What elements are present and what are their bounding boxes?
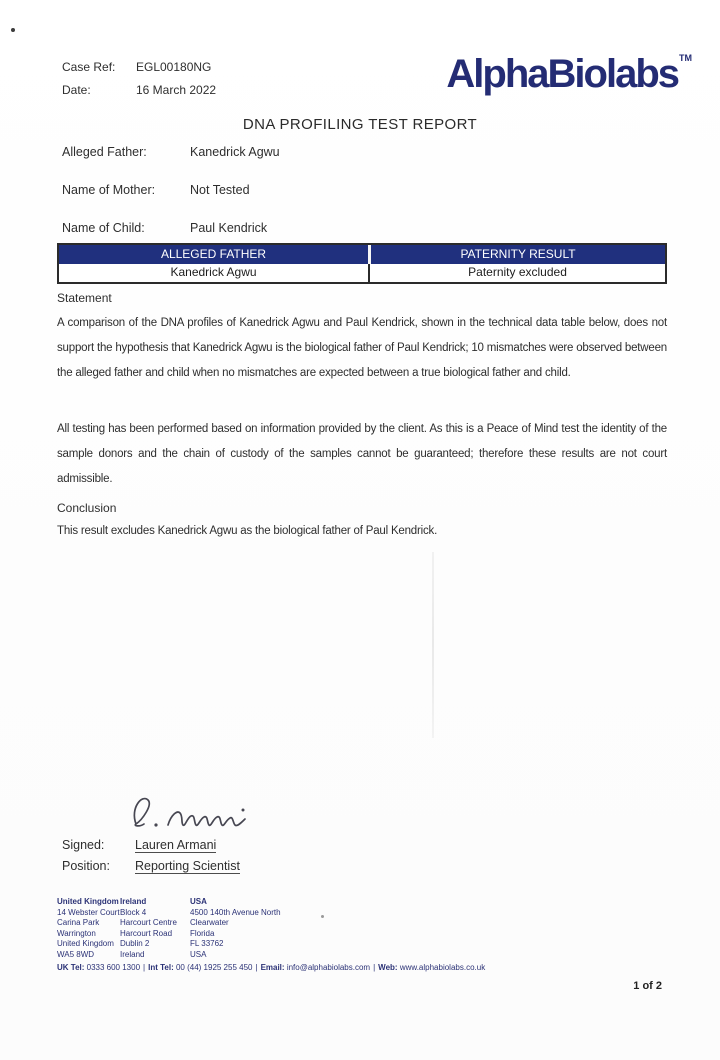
child-value: Paul Kendrick [190,221,268,235]
address-line: USA [190,949,207,959]
address-line: Dublin 2 [120,939,150,948]
address-line: Ireland [120,949,145,959]
conclusion-section [57,501,667,541]
date-label: Date: [62,83,91,97]
statement-heading: Statement [57,291,112,305]
logo-text: AlphaBiolabs [446,52,678,96]
footer-addresses [57,897,281,960]
handwritten-signature [122,790,262,838]
address-line: Clearwater [190,918,229,927]
page-number: 1 of 2 [633,980,662,992]
statement-section [57,291,667,492]
address-line: Harcourt Road [120,928,173,938]
address-line: United Kingdom [57,939,114,948]
scan-crease-line [432,552,434,738]
position-value: Reporting Scientist [135,859,240,873]
page-title: DNA PROFILING TEST REPORT [242,116,478,133]
header-paternity-result: PATERNITY RESULT [368,245,665,264]
signed-name: Lauren Armani [135,838,217,852]
address-united-kingdom [57,897,120,960]
scan-dot-artifact [11,28,15,32]
int-tel-value: 00 (44) 1925 255 450 [175,963,253,972]
address-line: Warrington [57,928,96,938]
address-usa-heading: USA [190,897,207,906]
case-ref-label: Case Ref: [62,60,116,74]
statement-paragraph-1: A comparison of the DNA profiles of Kanedrick Agwu and Paul Kendrick, shown in the technical data table below, does not support the hypothesis that Kanedrick Agwu is the biological father of Paul Kendrick; 10 mismatches were observed between the alleged father and child when no mismatches are expected between a true biological father and child. [57,317,667,379]
address-line: Harcourt Centre [120,918,177,927]
separator: | [255,963,258,972]
signed-label: Signed: [62,838,105,852]
paternity-result-table [57,243,667,284]
position-label: Position: [62,859,110,873]
table-row [59,264,665,282]
header-alleged-father: ALLEGED FATHER [59,245,368,264]
uk-tel-value: 0333 600 1300 [86,963,141,972]
cell-paternity-result: Paternity excluded [368,264,665,282]
email-value: info@alphabiolabs.com [286,963,371,972]
statement-paragraph-2: All testing has been performed based on information provided by the client. As this is a Peace of Mind test the identity of the sample donors and the chain of custody of the samples cannot be guaranteed; therefore these results are not court admissible. [57,423,667,485]
conclusion-text: This result excludes Kanedrick Agwu as the biological father of Paul Kendrick. [57,525,438,537]
case-reference-block [62,60,216,97]
date-value: 16 March 2022 [136,83,217,97]
mother-label: Name of Mother: [62,183,156,197]
address-usa [190,897,281,960]
int-tel-label: Int Tel: [148,963,174,972]
child-label: Name of Child: [62,221,145,235]
address-line: 14 Webster Court [57,907,120,917]
scan-speck-artifact [321,915,324,918]
alleged-father-label: Alleged Father: [62,145,147,159]
case-ref-value: EGL00180NG [136,60,212,74]
web-value: www.alphabiolabs.co.uk [399,963,486,972]
address-line: Florida [190,928,215,938]
address-line: WA5 8WD [57,949,95,959]
alphabiolabs-logo [446,52,692,97]
email-label: Email: [260,963,285,972]
trademark-symbol: TM [679,53,692,63]
address-line: Carina Park [57,918,100,927]
conclusion-heading: Conclusion [57,501,117,515]
uk-tel-label: UK Tel: [57,963,85,972]
web-label: Web: [378,963,398,972]
cell-alleged-father-name: Kanedrick Agwu [59,264,368,282]
party-fields [62,145,280,235]
alleged-father-value: Kanedrick Agwu [190,145,280,159]
separator: | [373,963,376,972]
address-line: FL 33762 [190,939,224,948]
table-header-row [59,245,665,264]
footer-contact-line [57,963,485,972]
signature-block [62,838,240,873]
mother-value: Not Tested [190,183,250,197]
address-line: 4500 140th Avenue North [190,907,281,917]
address-line: Block 4 [120,907,147,917]
address-uk-heading: United Kingdom [57,897,119,906]
separator: | [143,963,146,972]
address-ireland-heading: Ireland [120,897,147,906]
address-ireland [120,897,190,960]
